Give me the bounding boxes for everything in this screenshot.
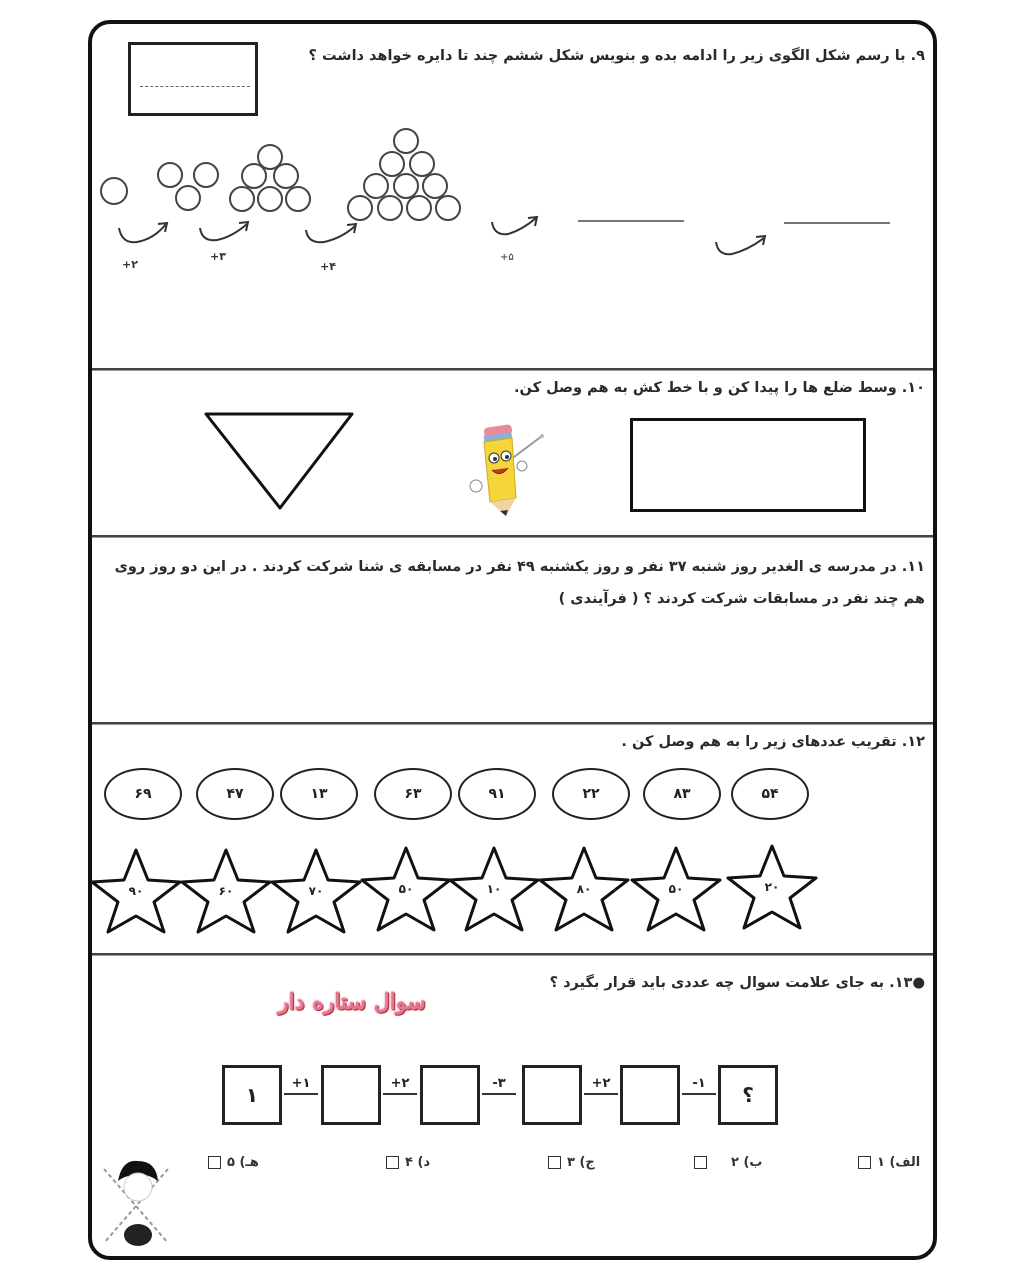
girl-illustration xyxy=(96,1151,176,1251)
checkbox[interactable] xyxy=(386,1156,399,1169)
starred-question-badge: سوال ستاره دار xyxy=(278,989,426,1015)
star-approximation[interactable] xyxy=(178,846,274,934)
checkbox[interactable] xyxy=(694,1156,707,1169)
question-11 xyxy=(92,537,933,721)
arrow-icons xyxy=(119,217,765,254)
star-label: ۷۰ xyxy=(308,884,324,898)
sequence-box-blank[interactable] xyxy=(420,1065,480,1125)
choice-label: الف) ۱ xyxy=(877,1155,921,1170)
number-oval[interactable]: ۹۱ xyxy=(458,768,536,820)
checkbox[interactable] xyxy=(548,1156,561,1169)
question-12 xyxy=(92,724,933,952)
number-oval[interactable]: ۱۳ xyxy=(280,768,358,820)
answer-space[interactable] xyxy=(102,627,922,712)
worksheet-frame xyxy=(88,20,937,1260)
sequence-box-blank[interactable] xyxy=(620,1065,680,1125)
star-approximation[interactable] xyxy=(268,846,364,934)
operation-label: -۱ xyxy=(682,1075,716,1095)
question-13-title: ●۱۳. به جای علامت سوال چه عددی باید قرار بگیرد ؟ xyxy=(549,975,925,991)
question-12-title: ۱۲. تقریب عددهای زیر را به هم وصل کن . xyxy=(621,734,925,750)
choice-label: ج) ۳ xyxy=(567,1155,595,1170)
operation-label: +۱ xyxy=(284,1075,318,1095)
number-oval[interactable]: ۶۹ xyxy=(104,768,182,820)
answer-blank-line[interactable] xyxy=(784,222,890,224)
star-approximation[interactable] xyxy=(358,844,454,932)
star-label: ۲۰ xyxy=(764,880,780,894)
number-oval[interactable]: ۶۳ xyxy=(374,768,452,820)
number-oval[interactable]: ۵۴ xyxy=(731,768,809,820)
step-label: +۴ xyxy=(320,260,336,273)
star-approximation[interactable] xyxy=(446,844,542,932)
star-approximation[interactable] xyxy=(724,842,820,930)
sequence-box-blank[interactable] xyxy=(522,1065,582,1125)
question-10-title: ۱۰. وسط ضلع ها را پیدا کن و با خط کش به هم وصل کن. xyxy=(514,380,925,396)
choice-e[interactable] xyxy=(208,1155,259,1170)
choice-label: ب) ۲ xyxy=(731,1155,763,1170)
question-9 xyxy=(92,24,933,368)
inverted-triangle-shape[interactable] xyxy=(200,406,360,516)
sequence-box-blank[interactable] xyxy=(321,1065,381,1125)
question-11-title: ۱۱. در مدرسه ی الغدیر روز شنبه ۳۷ نفر و روز یکشنبه ۴۹ نفر در مسابقه ی شنا شرکت کردند . در این دو روز روی هم چند نفر در مسابقات شرکت کردند ؟ ( فرآیندی ) xyxy=(114,559,925,607)
number-oval[interactable]: ۴۷ xyxy=(196,768,274,820)
answer-blank-line[interactable] xyxy=(578,220,684,222)
question-10 xyxy=(92,370,933,534)
choice-label: د) ۴ xyxy=(405,1155,431,1170)
operation-label: +۲ xyxy=(383,1075,417,1095)
star-label: ۵۰ xyxy=(398,882,414,896)
number-oval[interactable]: ۲۲ xyxy=(552,768,630,820)
pencil-mascot-illustration xyxy=(440,410,550,520)
answer-box[interactable] xyxy=(128,42,258,116)
star-label: ۵۰ xyxy=(668,882,684,896)
rectangle-shape[interactable] xyxy=(630,418,866,512)
star-label: ۱۰ xyxy=(486,882,502,896)
star-approximation[interactable] xyxy=(628,844,724,932)
step-label: +۵ xyxy=(500,252,514,263)
star-label: ۶۰ xyxy=(218,884,234,898)
choice-b[interactable] xyxy=(694,1155,762,1170)
star-label: ۹۰ xyxy=(128,884,144,898)
star-approximation[interactable] xyxy=(88,846,184,934)
star-approximation[interactable] xyxy=(536,844,632,932)
choice-d[interactable] xyxy=(386,1155,430,1170)
question-13 xyxy=(92,955,933,1255)
step-label: +۲ xyxy=(122,258,138,271)
choice-a[interactable] xyxy=(858,1155,920,1170)
sequence-box-start: ۱ xyxy=(222,1065,282,1125)
step-label: +۳ xyxy=(210,250,226,263)
choice-c[interactable] xyxy=(548,1155,595,1170)
sequence-box-answer[interactable]: ؟ xyxy=(718,1065,778,1125)
star-label: ۸۰ xyxy=(576,882,592,896)
choice-label: هـ) ۵ xyxy=(227,1155,259,1170)
operation-label: +۲ xyxy=(584,1075,618,1095)
circle-pattern-figures xyxy=(92,124,933,304)
number-oval[interactable]: ۸۳ xyxy=(643,768,721,820)
checkbox[interactable] xyxy=(858,1156,871,1169)
answer-line xyxy=(140,86,250,87)
checkbox[interactable] xyxy=(208,1156,221,1169)
operation-label: -۳ xyxy=(482,1075,516,1095)
question-9-title: ۹. با رسم شکل الگوی زیر را ادامه بده و بنویس شکل ششم چند تا دایره خواهد داشت ؟ xyxy=(308,48,925,64)
